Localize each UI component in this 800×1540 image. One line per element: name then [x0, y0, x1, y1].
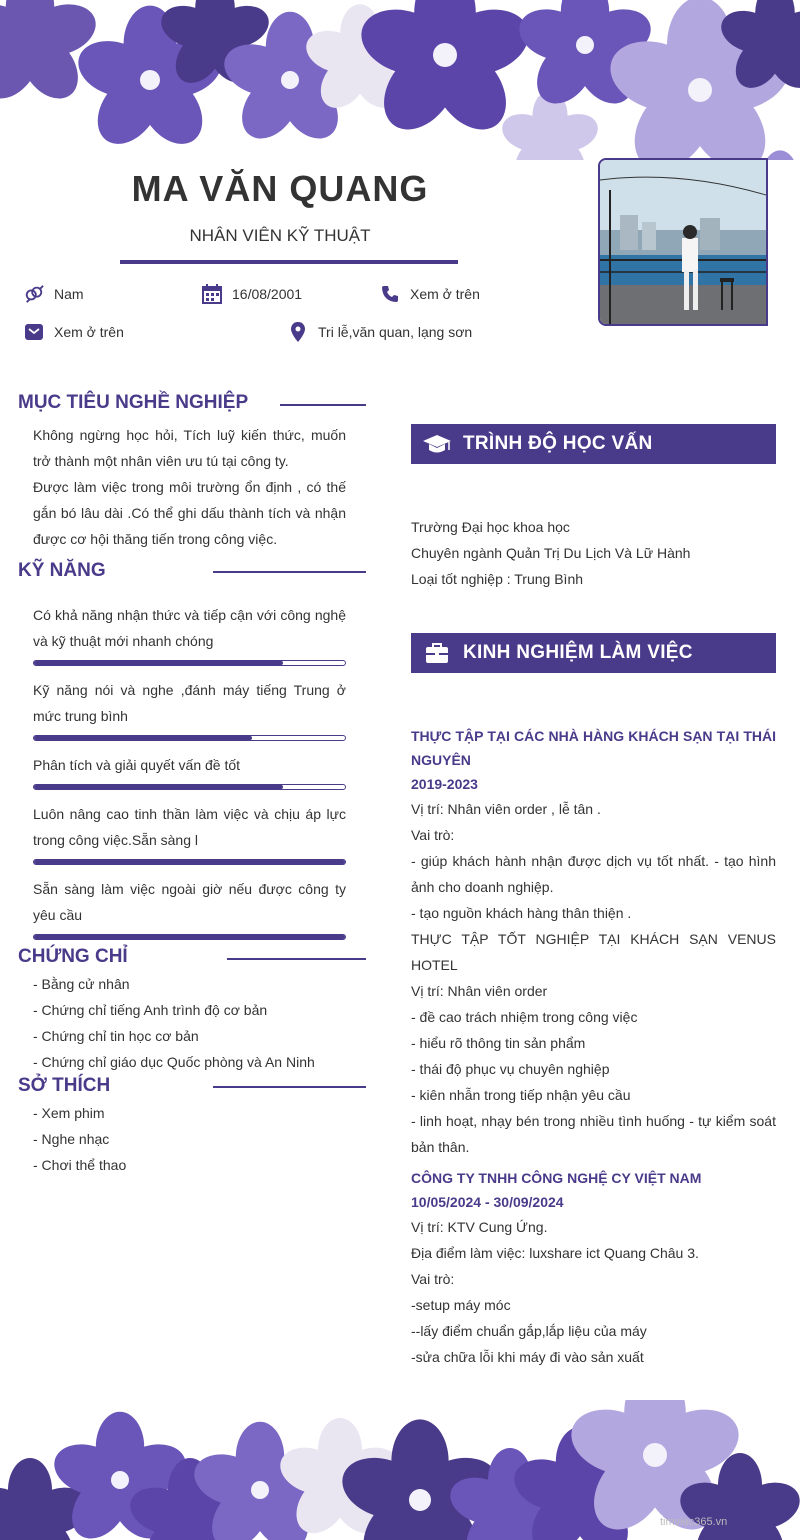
hobby-item: - Xem phim — [33, 1105, 105, 1121]
calendar-icon — [202, 284, 222, 304]
skill-item — [33, 677, 346, 741]
skill-text: Luôn nâng cao tinh thần làm việc và chịu áp lực trong công việc.Sẵn sàng l — [33, 806, 346, 848]
certificate-item: - Chứng chỉ tiếng Anh trình độ cơ bản — [33, 1002, 268, 1018]
skill-bar — [33, 934, 346, 940]
education-body — [411, 514, 776, 592]
skill-bar-fill — [34, 661, 283, 665]
job-line: - hiểu rõ thông tin sản phẩm — [411, 1035, 586, 1051]
skill-bar-fill — [34, 736, 252, 740]
job-line: -sửa chữa lỗi khi máy đi vào sản xuất — [411, 1349, 644, 1365]
briefcase-icon — [411, 642, 463, 664]
skill-bar — [33, 735, 346, 741]
address-value: Tri lễ,văn quan, lạng sơn — [318, 324, 473, 340]
certificate-item: - Bằng cử nhân — [33, 976, 130, 992]
info-email — [24, 322, 124, 342]
phone-icon — [380, 284, 400, 304]
job-line: - thái độ phục vụ chuyên nghiệp — [411, 1061, 610, 1077]
job-line: --lấy điểm chuẩn gắp,lắp liệu của máy — [411, 1323, 647, 1339]
job-line: Vị trí: KTV Cung Ứng. — [411, 1219, 548, 1235]
skill-bar — [33, 859, 346, 865]
certificate-item: - Chứng chỉ giáo dục Quốc phòng và An Ninh — [33, 1054, 315, 1070]
skill-bar — [33, 784, 346, 790]
job-line: Địa điểm làm việc: luxshare ict Quang Châu 3. — [411, 1245, 699, 1261]
flower-decoration-top — [0, 0, 800, 160]
skill-bar-fill — [34, 785, 283, 789]
graduation-cap-icon — [411, 433, 463, 455]
job-line: Vai trò: — [411, 827, 455, 843]
experience-job-1 — [411, 724, 776, 1160]
job-line: -setup máy móc — [411, 1297, 511, 1313]
education-grade: Loại tốt nghiệp : Trung Bình — [411, 571, 584, 587]
hobbies-list — [33, 1100, 126, 1178]
experience-title: KINH NGHIỆM LÀM VIỆC — [463, 642, 693, 663]
map-marker-icon — [288, 322, 308, 342]
skill-bar — [33, 660, 346, 666]
objective-line-1: Không ngừng học hỏi, Tích luỹ kiến thức, muốn trở thành một nhân viên ưu tú tại công ty. — [33, 427, 346, 469]
certificates-line — [227, 958, 366, 960]
info-phone — [380, 284, 480, 304]
education-title: TRÌNH ĐỘ HỌC VẤN — [463, 433, 653, 454]
skill-text: Kỹ năng nói và nghe ,đánh máy tiếng Trung ở mức trung bình — [33, 682, 346, 724]
job-line: THỰC TẬP TỐT NGHIỆP TẠI KHÁCH SẠN VENUS HOTEL — [411, 931, 776, 973]
certificates-title: CHỨNG CHỈ — [18, 946, 128, 967]
profile-photo — [598, 158, 768, 326]
name-divider — [120, 260, 458, 264]
info-birthday — [202, 284, 302, 304]
info-address — [288, 322, 472, 342]
objective-line-2: Được làm việc trong môi trường ổn định , có thế gắn bó lâu dài .Có thể ghi dấu thành tích và nhận được cơ hội thăng tiến trong công việc. — [33, 479, 346, 547]
education-major: Chuyên ngành Quản Trị Du Lịch Và Lữ Hành — [411, 545, 691, 561]
info-gender — [24, 284, 84, 304]
experience-header — [411, 633, 776, 673]
phone-value: Xem ở trên — [410, 286, 480, 302]
job-line: - đề cao trách nhiệm trong công việc — [411, 1009, 638, 1025]
skill-item — [33, 801, 346, 865]
gender-icon — [24, 284, 44, 304]
job-period: 10/05/2024 - 30/09/2024 — [411, 1194, 564, 1210]
job-period: 2019-2023 — [411, 776, 478, 792]
education-school: Trường Đại học khoa học — [411, 519, 570, 535]
certificates-list — [33, 971, 315, 1075]
skill-item — [33, 602, 346, 666]
watermark-text: timviec365.vn — [660, 1516, 728, 1528]
hobbies-line — [213, 1086, 366, 1088]
job-line: Vai trò: — [411, 1271, 455, 1287]
objective-line — [280, 404, 366, 406]
email-value: Xem ở trên — [54, 324, 124, 340]
skill-text: Phân tích và giải quyết vấn đề tốt — [33, 757, 241, 773]
candidate-role: NHÂN VIÊN KỸ THUẬT — [189, 226, 371, 245]
skill-text: Sẵn sàng làm việc ngoài giờ nếu được công ty yêu cầu — [33, 881, 346, 923]
hobby-item: - Nghe nhạc — [33, 1131, 110, 1147]
experience-job-2 — [411, 1166, 776, 1370]
candidate-name: MA VĂN QUANG — [131, 168, 429, 209]
objective-title: MỤC TIÊU NGHỀ NGHIỆP — [18, 392, 249, 413]
job-line: - linh hoạt, nhạy bén trong nhiều tình huống - tự kiểm soát bản thân. — [411, 1113, 776, 1155]
education-header — [411, 424, 776, 464]
skill-text: Có khả năng nhận thức và tiếp cận với công nghệ và kỹ thuật mới nhanh chóng — [33, 607, 346, 649]
skill-bar-fill — [34, 860, 345, 864]
skill-item — [33, 876, 346, 940]
job-line: - giúp khách hành nhận được dịch vụ tốt nhất. - tạo hình ảnh cho doanh nghiệp. — [411, 853, 776, 895]
job-line: Vị trí: Nhân viên order , lễ tân . — [411, 801, 601, 817]
job-line: Vị trí: Nhân viên order — [411, 983, 548, 999]
skills-line — [213, 571, 366, 573]
job-line: - tạo nguồn khách hàng thân thiện . — [411, 905, 632, 921]
skills-title: KỸ NĂNG — [18, 560, 106, 581]
skill-item — [33, 752, 346, 790]
objective-text — [33, 422, 346, 552]
hobbies-title: SỞ THÍCH — [18, 1075, 111, 1096]
job-heading: CÔNG TY TNHH CÔNG NGHỆ CY VIỆT NAM — [411, 1170, 702, 1186]
certificate-item: - Chứng chỉ tin học cơ bản — [33, 1028, 199, 1044]
gender-value: Nam — [54, 286, 84, 302]
job-line: - kiên nhẫn trong tiếp nhận yêu cầu — [411, 1087, 631, 1103]
job-heading: THỰC TẬP TẠI CÁC NHÀ HÀNG KHÁCH SẠN TẠI THÁI NGUYÊN — [411, 728, 776, 768]
email-icon — [24, 322, 44, 342]
hobby-item: - Chơi thể thao — [33, 1157, 127, 1173]
birthday-value: 16/08/2001 — [232, 286, 303, 302]
skill-bar-fill — [34, 935, 345, 939]
